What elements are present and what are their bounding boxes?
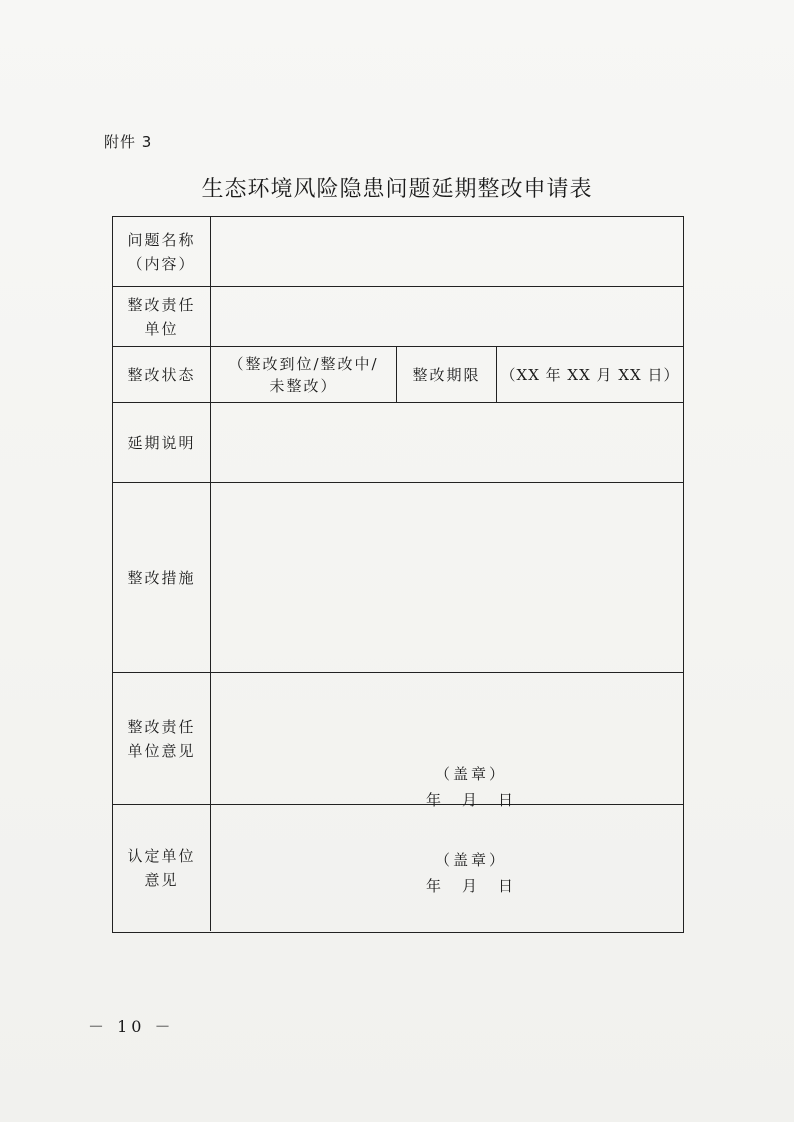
row-responsible-unit bbox=[113, 287, 683, 347]
problem-name-label: 问题名称 （内容） bbox=[113, 217, 211, 286]
responsible-unit-field[interactable] bbox=[211, 287, 683, 346]
row-unit-opinion bbox=[113, 673, 683, 809]
measures-label: 整改措施 bbox=[113, 483, 211, 672]
status-label: 整改状态 bbox=[113, 347, 211, 402]
responsible-unit-label: 整改责任 单位 bbox=[113, 287, 211, 346]
row-problem-name bbox=[113, 217, 683, 287]
deadline-label: 整改期限 bbox=[397, 347, 497, 402]
application-form-table bbox=[112, 216, 684, 933]
status-field[interactable]: （整改到位/整改中/ 未整改） bbox=[211, 347, 397, 402]
unit-opinion-date: 年 月 日 bbox=[425, 791, 516, 809]
confirm-opinion-stamp: （盖章） bbox=[434, 851, 507, 869]
deadline-field[interactable]: （XX 年 XX 月 XX 日） bbox=[500, 365, 680, 384]
confirm-opinion-label: 认定单位 意见 bbox=[113, 805, 211, 931]
page-title: 生态环境风险隐患问题延期整改申请表 bbox=[201, 177, 593, 202]
unit-opinion-label: 整改责任 单位意见 bbox=[113, 673, 211, 804]
confirm-opinion-stamp-block bbox=[401, 847, 541, 899]
page-number: － 10 － bbox=[88, 1017, 175, 1036]
measures-field[interactable] bbox=[211, 483, 683, 672]
attachment-label: 附件 3 bbox=[104, 133, 153, 151]
confirm-opinion-field[interactable] bbox=[211, 805, 683, 931]
row-extension bbox=[113, 403, 683, 483]
extension-field[interactable] bbox=[211, 403, 683, 482]
row-measures bbox=[113, 483, 683, 673]
row-status bbox=[113, 347, 683, 403]
row-confirm-opinion bbox=[113, 805, 683, 931]
unit-opinion-field[interactable] bbox=[211, 673, 683, 809]
extension-label: 延期说明 bbox=[113, 403, 211, 482]
unit-opinion-stamp: （盖章） bbox=[434, 765, 507, 783]
confirm-opinion-date: 年 月 日 bbox=[425, 877, 516, 895]
problem-name-field[interactable] bbox=[211, 217, 683, 286]
